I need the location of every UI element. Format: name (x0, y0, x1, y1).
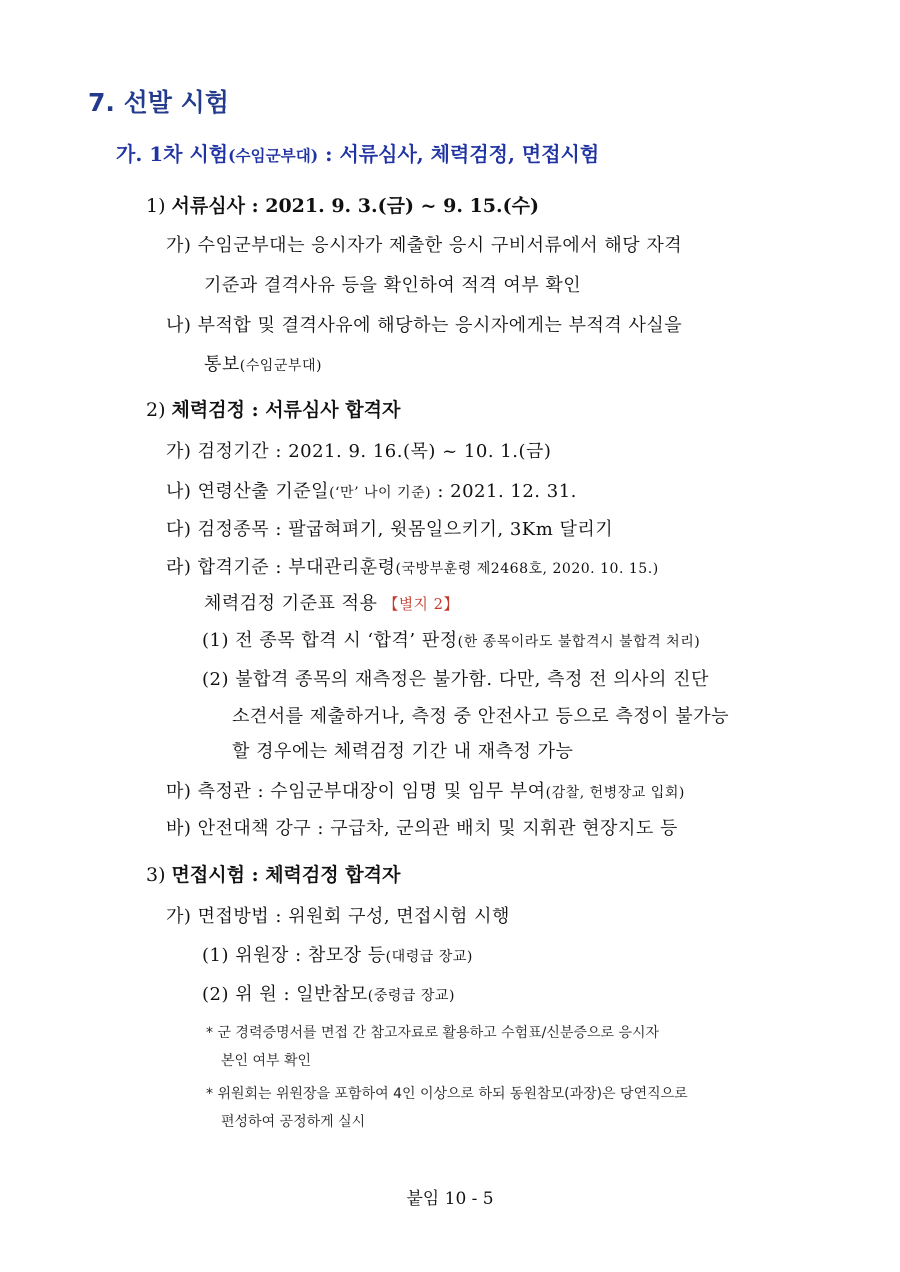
fitness-rule-1 (202, 632, 700, 650)
fitness-rule-2-line1: (2) 불합격 종목의 재측정은 불가함. 다만, 측정 전 의사의 진단 (202, 669, 709, 690)
doc-review-item-na-line2 (204, 356, 322, 374)
fitness-title: 체력검정 : 서류심사 합격자 (171, 399, 401, 421)
interview-note-1-line1: * 군 경력증명서를 면접 간 참고자료로 활용하고 수험표/신분증으로 응시자 (206, 1025, 660, 1041)
stage1-unit: (수임군부대) (228, 146, 319, 165)
examiner-note: (감찰, 헌병장교 입회) (545, 785, 685, 801)
interview-note-1-line2: 본인 여부 확인 (221, 1053, 312, 1069)
doc-review-heading (146, 197, 539, 216)
fitness-period: 가) 검정기간 : 2021. 9. 16.(목) ~ 10. 1.(금) (166, 441, 552, 462)
fitness-age-basis (166, 483, 577, 501)
age-basis-note: (‘만’ 나이 기준) (329, 485, 432, 501)
notify-text: 통보 (204, 354, 240, 375)
interview-member (202, 986, 455, 1004)
fitness-rule-2-line3: 할 경우에는 체력검정 기간 내 재측정 가능 (232, 741, 574, 762)
page-footer: 붙임 10 - 5 (406, 1189, 494, 1209)
interview-title: 면접시험 : 체력검정 합격자 (171, 864, 401, 886)
fitness-num: 2) (146, 399, 172, 421)
age-basis-date: : 2021. 12. 31. (431, 481, 577, 502)
examiner-text: 마) 측정관 : 수임군부대장이 임명 및 임무 부여 (166, 781, 546, 802)
stage1-prefix: 가. 1차 시험 (116, 142, 229, 166)
fitness-criteria-line2 (204, 595, 459, 613)
stage1-rest: : 서류심사, 체력검정, 면접시험 (318, 142, 600, 166)
fitness-safety: 바) 안전대책 강구 : 구급차, 군의관 배치 및 지휘관 현장지도 등 (166, 818, 678, 839)
fitness-rule-2-line2: 소견서를 제출하거나, 측정 중 안전사고 등으로 측정이 불가능 (232, 706, 729, 727)
fitness-events: 다) 검정종목 : 팔굽혀펴기, 윗몸일으키기, 3Km 달리기 (166, 519, 614, 540)
interview-heading (146, 866, 400, 885)
doc-review-dates: 2021. 9. 3.(금) ~ 9. 15.(수) (265, 195, 539, 217)
age-basis-label: 나) 연령산출 기준일 (166, 481, 330, 502)
interview-method: 가) 면접방법 : 위원회 구성, 면접시험 시행 (166, 906, 510, 927)
criteria-label: 라) 합격기준 : 부대관리훈령 (166, 557, 396, 578)
criteria-table: 체력검정 기준표 적용 (204, 593, 384, 614)
stage1-heading (116, 144, 599, 164)
doc-review-item-ga-line1: 가) 수임군부대는 응시자가 제출한 응시 구비서류에서 해당 자격 (166, 235, 683, 256)
doc-review-num: 1) (146, 195, 172, 217)
interview-num: 3) (146, 864, 172, 886)
interview-note-2-line1: * 위원회는 위원장을 포함하여 4인 이상으로 하되 동원참모(과장)은 당연직으로 (206, 1086, 688, 1102)
interview-chair (202, 947, 473, 965)
doc-review-item-na-line1: 나) 부적합 및 결격사유에 해당하는 응시자에게는 부적격 사실을 (166, 315, 683, 336)
criteria-reg: (국방부훈령 제2468호, 2020. 10. 15.) (395, 561, 659, 577)
member-rank: (중령급 장교) (367, 988, 455, 1004)
doc-review-title: 서류심사 : (171, 195, 266, 217)
fitness-criteria-line1 (166, 559, 659, 577)
chair-rank: (대령급 장교) (385, 949, 473, 965)
fitness-test-heading (146, 401, 400, 420)
rule-1-text: (1) 전 종목 합격 시 ‘합격’ 판정 (202, 630, 458, 651)
rule-1-note: (한 종목이라도 불합격시 불합격 처리) (457, 634, 701, 650)
notify-unit: (수임군부대) (239, 358, 322, 374)
interview-note-2-line2: 편성하여 공정하게 실시 (221, 1114, 366, 1130)
member-text: (2) 위 원 : 일반참모 (202, 984, 368, 1005)
section-title: 7. 선발 시험 (88, 88, 229, 117)
fitness-examiner (166, 783, 685, 801)
doc-review-item-ga-line2: 기준과 결격사유 등을 확인하여 적격 여부 확인 (204, 275, 582, 296)
chair-text: (1) 위원장 : 참모장 등 (202, 945, 386, 966)
appendix-ref: 【별지 2】 (383, 596, 459, 613)
